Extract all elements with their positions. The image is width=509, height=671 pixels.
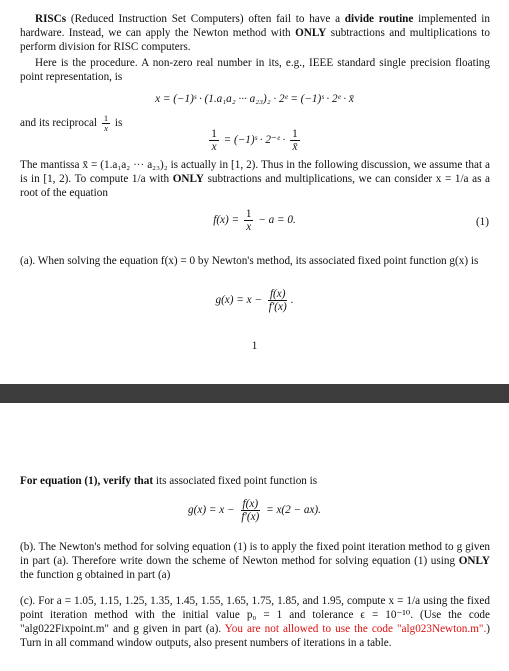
recip-middle: = (−1)ˢ · 2⁻ᵉ · bbox=[220, 134, 289, 147]
reciprocal-den: x bbox=[104, 123, 108, 133]
divide-routine-term: divide routine bbox=[344, 13, 414, 25]
page-2 bbox=[0, 403, 509, 671]
eq-g-num: f(x) bbox=[269, 288, 286, 300]
only-emphasis: ONLY bbox=[295, 27, 327, 39]
eq1-den: x bbox=[246, 221, 252, 233]
not-allowed-warning: You are not allowed to use the code "alg023Newton.m". bbox=[224, 623, 487, 635]
reciprocal-equation bbox=[0, 128, 509, 153]
eq-g2-rhs: = x(2 − ax). bbox=[263, 504, 321, 517]
part-a-paragraph: (a). When solving the equation f(x) = 0 by Newton's method, its associated fixed point function g(x) is bbox=[20, 255, 479, 267]
eq-g-fraction bbox=[267, 288, 289, 313]
intro-lead: RISCs bbox=[35, 13, 67, 25]
reciprocal-num: 1 bbox=[103, 113, 109, 123]
part-b-paragraph bbox=[20, 540, 490, 582]
eq-g2-den: f′(x) bbox=[241, 511, 260, 523]
eq1-lhs: f(x) = bbox=[213, 214, 242, 227]
eq-g-rhs: . bbox=[290, 294, 294, 307]
mantissa-paragraph bbox=[20, 158, 490, 200]
page-number: 1 bbox=[251, 340, 258, 352]
eq-g-lhs: g(x) = x − bbox=[215, 294, 265, 307]
recip-right-fraction bbox=[290, 128, 300, 153]
recip-left-den: x bbox=[211, 141, 217, 153]
part-b-text-1: (b). The Newton's method for solving equation (1) is to apply the fixed point iteration method to g given in part (a). Therefore write down the scheme of Newton method for solving equation (1) using bbox=[20, 541, 490, 567]
eq-g2-fraction bbox=[239, 498, 261, 523]
eq1-fraction bbox=[244, 208, 254, 233]
verify-text: its associated fixed point function is bbox=[153, 475, 318, 487]
procedure-paragraph: Here is the procedure. A non-zero real number in its, e.g., IEEE standard single precision floating point representation, is bbox=[20, 57, 490, 83]
eq-g2-num: f(x) bbox=[242, 498, 259, 510]
page-separator bbox=[0, 384, 509, 403]
mantissa-text-1: The mantissa x̄ = (1.a₁a₂ ··· a₂₃)₂ is actually in [1, 2). Thus in the following discussion, we assume that a is in [1, 2). To compute 1/a with bbox=[20, 159, 490, 185]
fixed-point-function-equation bbox=[0, 288, 509, 313]
intro-paragraph bbox=[20, 12, 490, 54]
eq-g-den: f′(x) bbox=[268, 301, 287, 313]
equation-1-number: (1) bbox=[475, 216, 489, 228]
intro-text-3: subtractions and multiplications to perform division for RISC computers. bbox=[20, 27, 490, 53]
part-c-text-2: ) Turn in all command window outputs, also present numbers of iterations in a table. bbox=[20, 623, 491, 649]
reciprocal-text-1: and its reciprocal bbox=[20, 117, 100, 130]
intro-text-1: (Reduced Instruction Set Computers) often fail to have a bbox=[66, 13, 345, 25]
reciprocal-text-2: is bbox=[112, 117, 123, 130]
recip-left-num: 1 bbox=[211, 128, 217, 140]
intro-text-2: implemented in hardware. Instead, we can apply the Newton method with bbox=[20, 13, 490, 39]
eq1-rhs: − a = 0. bbox=[255, 214, 296, 227]
part-c-paragraph bbox=[20, 594, 490, 650]
verify-emphasis: For equation (1), verify that bbox=[20, 475, 154, 487]
recip-right-num: 1 bbox=[292, 128, 298, 140]
eq1-num: 1 bbox=[245, 208, 252, 220]
float-representation-equation: x = (−1)ˢ · (1.a₁a₂ ··· a₂₃)₂ · 2ᵉ = (−1)ˢ · 2ᵉ · x̄ bbox=[155, 93, 354, 105]
verify-line bbox=[20, 474, 490, 488]
fixed-point-function-result bbox=[0, 498, 509, 523]
eq-g2-lhs: g(x) = x − bbox=[188, 504, 238, 517]
part-b-text-2: the function g obtained in part (a) bbox=[20, 569, 171, 581]
only-emphasis-3: ONLY bbox=[458, 555, 490, 567]
recip-right-den: x̄ bbox=[292, 141, 298, 153]
mantissa-text-2: subtractions and multiplications, we can consider x = 1/a as a root of the equation bbox=[20, 173, 490, 199]
part-c-text-1: (c). For a = 1.05, 1.15, 1.25, 1.35, 1.45, 1.55, 1.65, 1.75, 1.85, and 1.95, compute x = 1/a using the fixed point iteration method with the initial value p₀ = 1 and tolerance ϵ = 10⁻¹⁰. (Use the code "alg022Fixpoint.m" and g given in part (a). bbox=[20, 595, 490, 635]
equation-1 bbox=[0, 208, 509, 233]
only-emphasis-2: ONLY bbox=[172, 173, 204, 185]
recip-left-fraction bbox=[209, 128, 219, 153]
